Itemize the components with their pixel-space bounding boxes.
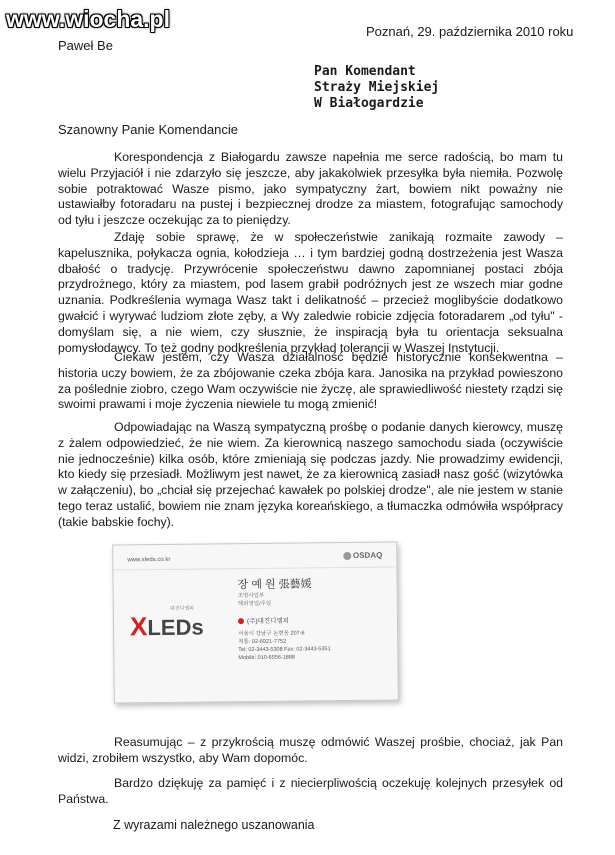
paragraph-4: Odpowiadając na Waszą sympatyczną prośbę o podanie danych kierowcy, muszę z żalem odpowiedzieć, że nie wiem. Za kierownicą naszego samochodu siada (oczywiście nie jednocześnie) kilka osób, które zmieniają się podczas jazdy. Nie prowadzimy ewidencji, kto kiedy się przesiadł. Możliwym jest nawet, że za kierownicą zasiadł nasz gość (wizytówka w załączeniu), bo „chciał się przejechać kawałek po polskiej drodze", ale nie jestem w stanie tego teraz ustalić, bowiem nie znam języka koreańskiego, a tłumaczka odmówiła współpracy (takie babskie fochy).	[58, 420, 563, 529]
card-info-line: 서울시 강남구 논현동 207-6	[238, 630, 305, 638]
dateline: Poznań, 29. października 2010 roku	[366, 24, 574, 39]
recipient-block	[314, 64, 439, 112]
paragraph-5: Reasumując – z przykrością muszę odmówić Waszej prośbie, chociaż, jak Pan widzi, zrobiłem wszystko, aby Wam dopomóc.	[58, 735, 563, 765]
card-person-name: 장 예 원 張藝媛	[237, 578, 312, 592]
recipient-line: W Białogardzie	[314, 96, 424, 111]
card-divider	[113, 567, 396, 571]
brand-logo-icon	[343, 552, 351, 560]
card-info-line: Mobile: 010-6556-1888	[238, 654, 295, 662]
paragraph-6: Bardzo dziękuję za pamięć i z niecierpliwością oczekuję kolejnych przesyłek od Państwa.	[58, 776, 563, 806]
paragraph-3: Ciekaw jestem, czy Wasza działalność będzie historycznie konsekwentna – historia uczy bowiem, że za zbójowanie czeka zbója kara. Janosika na przykład powieszono za poślednie ziobro, czego Wam oczywiście nie życzę, ale sprawiedliwość niestety rządzi się swoimi prawami i moje życzenia niewiele tu mogą zmienić!	[58, 350, 563, 412]
sender-name: Paweł Be	[58, 38, 113, 53]
card-url: www.xleds.co.kr	[127, 556, 171, 564]
watermark: www.wiocha.pl	[6, 6, 170, 32]
closing-salutation: Z wyrazami należnego uszanowania	[113, 818, 315, 832]
recipient-line: Pan Komendant	[314, 64, 416, 79]
card-company	[238, 616, 289, 626]
paragraph-1: Korespondencja z Białogardu zawsze napełnia me serce radością, bo mam tu wielu Przyjaciół i nie zdarzyło się jeszcze, aby jakakolwiek przesyłka była niemiła. Pozwolę sobie potraktować Wasze pismo, jako sympatyczny żart, bowiem nikt poważny nie ustawiałby fotoradaru na pustej i bezpiecznej drodze za miastem, fotografując samochody od tyłu i jeszcze oczekując za to pieniędzy.	[58, 150, 563, 228]
card-brand	[343, 551, 382, 560]
card-title-line: 조명사업부	[237, 592, 265, 600]
business-card-image	[112, 542, 399, 704]
paragraph-2: Zdaję sobie sprawę, że w społeczeństwie zanikają rozmaite zawody – kapelusznika, połykacza ognia, kołodzieja … i tym bardziej godną dostrzeżenia jest Wasza dbałość o tradycję. Przywrócenie społeczeństwu dawno zapomnianej postaci zbója przydrożnego, który za miastem, pod lasem grabił podróżnych jest ze wszech miar godne uznania. Podkreślenia wymaga Wasz takt i delikatność – przecież moglibyście dodatkowo gwałcić i wyrywać ludziom złote zęby, a Wy zaledwie robicie zdjęcia fotoradarem „od tyłu" - domyślam się, a nie wiem, czy słusznie, że inspiracją była tu orientacja seksualna pomysłodawcy. To też godny podkreślenia przykład tolerancji w Waszej Instytucji.	[58, 230, 563, 355]
card-brand-text: OSDAQ	[352, 550, 383, 560]
card-logo-sub: 대진디엠피	[169, 605, 195, 612]
card-info-line: Tel: 02-3443-5308 Fax: 02-3443-5351	[238, 646, 331, 654]
card-info-line: 직통: 02-6921-7752	[238, 638, 287, 646]
card-logo-x: X	[129, 611, 148, 642]
recipient-line: Straży Miejskiej	[314, 80, 440, 95]
greeting: Szanowny Panie Komendancie	[58, 122, 238, 137]
card-title-line: 해외영업/주임	[237, 600, 272, 608]
card-title	[238, 592, 272, 608]
card-logo	[130, 611, 204, 643]
card-contact-info	[238, 629, 331, 662]
company-logo-icon	[238, 618, 244, 624]
card-logo-text: LEDs	[147, 614, 204, 641]
card-company-text: (주)대진디엠피	[246, 617, 290, 626]
